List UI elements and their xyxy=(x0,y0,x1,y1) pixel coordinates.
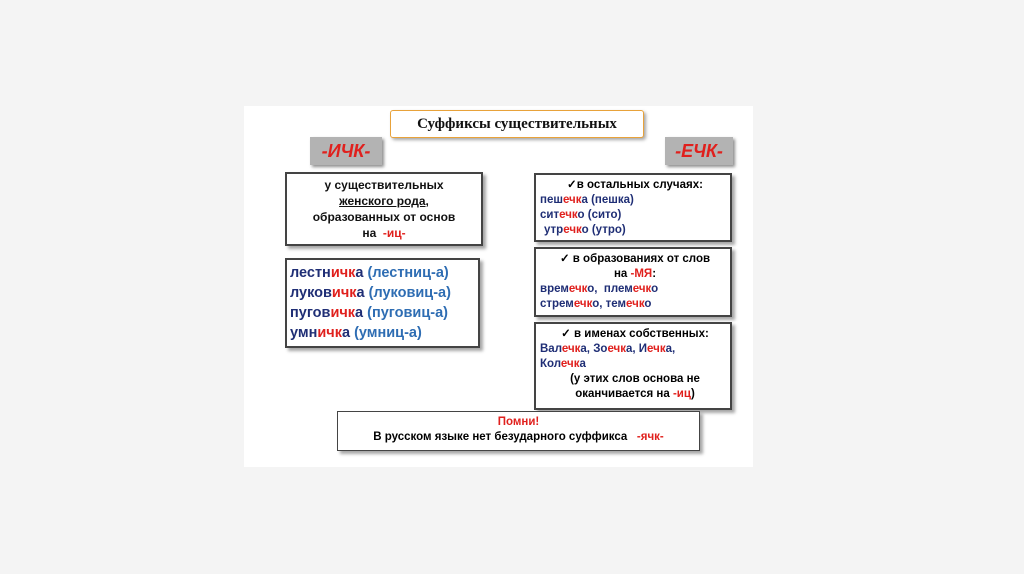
rule-line-3: образованных от основ xyxy=(312,210,456,224)
check-icon: ✓ xyxy=(561,328,571,340)
list-item: пуговичка (пуговиц-а) xyxy=(290,305,448,321)
echk-other-box xyxy=(534,173,732,242)
list-item: времечко, племечко xyxy=(540,283,659,295)
echk-mya-heading: ✓ в образованиях от слов xyxy=(559,253,711,265)
list-item: стремечко, темечко xyxy=(540,298,652,310)
slide xyxy=(244,106,753,467)
list-item: утречко (утро) xyxy=(544,224,626,236)
remember-heading: Помни! xyxy=(497,416,540,428)
echk-other-heading: ✓в остальных случаях: xyxy=(567,179,703,191)
list-item: луковичка (луковиц-а) xyxy=(290,285,451,301)
rule-suffix: -иц- xyxy=(382,226,406,240)
tag-echk: -ЕЧК- xyxy=(665,137,733,165)
check-icon: ✓ xyxy=(567,179,577,191)
ichk-rule-box xyxy=(285,172,483,246)
list-item: лестничка (лестниц-а) xyxy=(290,265,449,281)
rule-underlined: женского рода xyxy=(339,194,426,208)
list-item: умничка (умниц-а) xyxy=(290,325,422,341)
echk-names-note-2: оканчивается на -иц) xyxy=(575,388,695,400)
rule-line-1: у существительных xyxy=(324,178,444,192)
rule-line-2: женского рода, xyxy=(339,194,429,208)
list-item: пешечка (пешка) xyxy=(540,194,634,206)
echk-names-heading: ✓ в именах собственных: xyxy=(561,328,709,340)
list-item: ситечко (сито) xyxy=(540,209,622,221)
list-item: Валечка, Зоечка, Иечка, xyxy=(540,343,676,355)
check-icon: ✓ xyxy=(559,253,570,265)
slide-title: Суффиксы существительных xyxy=(390,110,644,138)
ichk-examples-box xyxy=(285,258,480,348)
echk-names-note-1: (у этих слов основа не xyxy=(570,373,700,385)
echk-mya-box xyxy=(534,247,732,317)
remember-text: В русском языке нет безударного суффикса -ячк- xyxy=(373,431,664,443)
echk-names-box xyxy=(534,322,732,410)
echk-mya-heading-2: на -МЯ: xyxy=(613,268,657,280)
remember-box xyxy=(337,411,700,451)
rule-line-4: на -иц- xyxy=(362,226,406,240)
tag-ichk: -ИЧК- xyxy=(310,137,382,165)
list-item: Колечка xyxy=(540,358,586,370)
